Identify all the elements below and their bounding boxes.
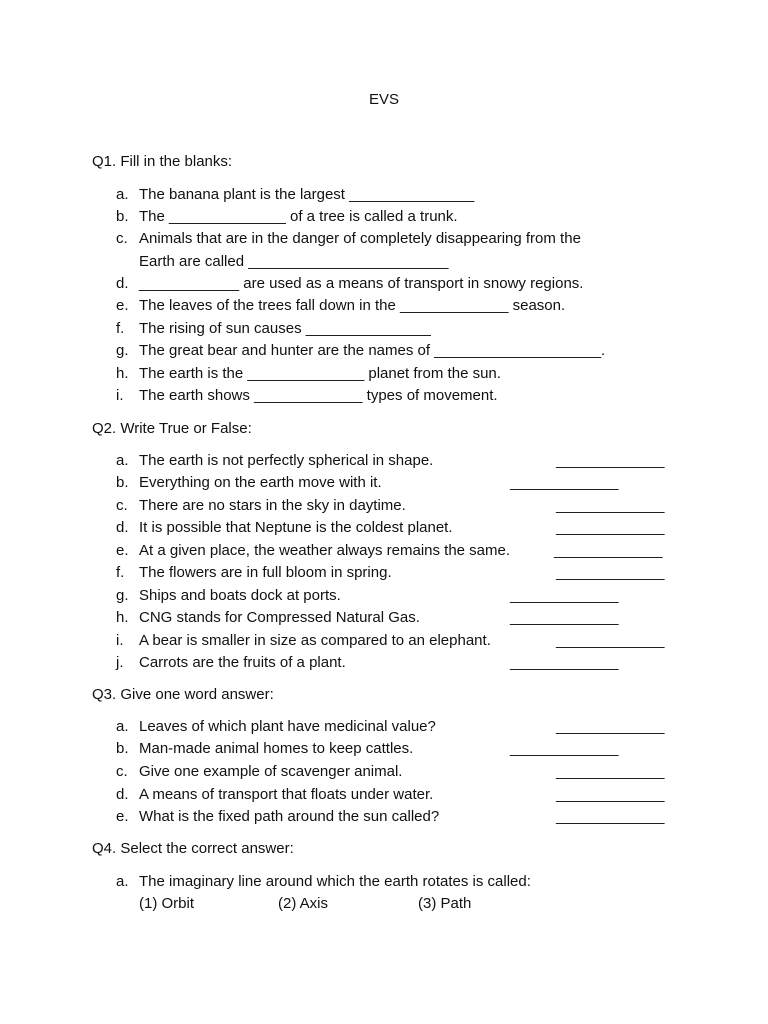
q3-item-b-letter: b. [116, 740, 129, 757]
q2-item-f-letter: f. [116, 564, 125, 581]
q4-item-a-letter: a. [116, 873, 129, 890]
q1-item-e-text: The leaves of the trees fall down in the _____________ season. [139, 297, 566, 314]
q1-item-h-text: The earth is the ______________ planet from the sun. [139, 365, 501, 382]
q1-item-g-letter: g. [116, 342, 129, 359]
q3-item-b-text: Man-made animal homes to keep cattles. [139, 740, 414, 757]
q2-item-h-letter: h. [116, 609, 129, 626]
q1-heading: Q1. Fill in the blanks: [92, 153, 233, 170]
q2-heading: Q2. Write True or False: [92, 420, 252, 437]
q2-item-h-answer-blank[interactable]: _____________ [510, 609, 619, 626]
q2-item-d-answer-blank[interactable]: _____________ [556, 519, 665, 536]
q1-item-f-text: The rising of sun causes _______________ [139, 320, 431, 337]
q2-item-a-answer-blank[interactable]: _____________ [556, 452, 665, 469]
q1-item-i-letter: i. [116, 387, 124, 404]
q2-item-b-answer-blank[interactable]: _____________ [510, 474, 619, 491]
q4-item-a-option-3[interactable]: (3) Path [418, 895, 472, 912]
q2-item-d-text: It is possible that Neptune is the coldest planet. [139, 519, 453, 536]
q2-item-c-letter: c. [116, 497, 128, 514]
q2-item-j-answer-blank[interactable]: _____________ [510, 654, 619, 671]
q3-item-c-text: Give one example of scavenger animal. [139, 763, 403, 780]
q2-item-f-answer-blank[interactable]: _____________ [556, 564, 665, 581]
page-title: EVS [368, 91, 399, 108]
q4-item-a-option-1[interactable]: (1) Orbit [139, 895, 195, 912]
q1-item-h-letter: h. [116, 365, 129, 382]
q1-item-a-text: The banana plant is the largest _______________ [139, 186, 475, 203]
q2-item-i-text: A bear is smaller in size as compared to an elephant. [139, 632, 491, 649]
q2-item-i-letter: i. [116, 632, 124, 649]
q2-item-a-text: The earth is not perfectly spherical in shape. [139, 452, 434, 469]
q1-item-d-letter: d. [116, 275, 129, 292]
q1-item-a-letter: a. [116, 186, 129, 203]
q2-item-i-answer-blank[interactable]: _____________ [556, 632, 665, 649]
q3-item-d-letter: d. [116, 786, 129, 803]
q3-item-e-text: What is the fixed path around the sun called? [139, 808, 440, 825]
q3-item-a-answer-blank[interactable]: _____________ [556, 718, 665, 735]
q1-item-f-letter: f. [116, 320, 125, 337]
q3-item-d-answer-blank[interactable]: _____________ [556, 786, 665, 803]
q2-item-e-answer-blank[interactable]: _____________ [554, 542, 663, 559]
q1-item-c-letter: c. [116, 230, 128, 247]
q3-item-d-text: A means of transport that floats under water. [139, 786, 434, 803]
q2-item-e-text: At a given place, the weather always remains the same. [139, 542, 511, 559]
q4-heading: Q4. Select the correct answer: [92, 840, 294, 857]
q1-item-g-text: The great bear and hunter are the names of ____________________. [139, 342, 606, 359]
q2-item-j-letter: j. [116, 654, 124, 671]
q2-item-c-answer-blank[interactable]: _____________ [556, 497, 665, 514]
q3-item-b-answer-blank[interactable]: _____________ [510, 740, 619, 757]
q2-item-a-letter: a. [116, 452, 129, 469]
q3-item-a-text: Leaves of which plant have medicinal value? [139, 718, 436, 735]
q1-item-d-text: ____________ are used as a means of transport in snowy regions. [139, 275, 584, 292]
q2-item-g-letter: g. [116, 587, 129, 604]
q2-item-b-letter: b. [116, 474, 129, 491]
q4-item-a-text: The imaginary line around which the earth rotates is called: [139, 873, 531, 890]
q1-item-c-text-line2: Earth are called ________________________ [139, 253, 449, 270]
q3-item-c-answer-blank[interactable]: _____________ [556, 763, 665, 780]
q1-item-b-letter: b. [116, 208, 129, 225]
q1-item-e-letter: e. [116, 297, 129, 314]
q1-item-i-text: The earth shows _____________ types of movement. [139, 387, 498, 404]
q3-item-c-letter: c. [116, 763, 128, 780]
q4-item-a-option-2[interactable]: (2) Axis [278, 895, 329, 912]
q2-item-g-text: Ships and boats dock at ports. [139, 587, 341, 604]
q2-item-j-text: Carrots are the fruits of a plant. [139, 654, 346, 671]
q2-item-b-text: Everything on the earth move with it. [139, 474, 382, 491]
q2-item-d-letter: d. [116, 519, 129, 536]
q2-item-g-answer-blank[interactable]: _____________ [510, 587, 619, 604]
q3-item-e-letter: e. [116, 808, 129, 825]
q3-item-e-answer-blank[interactable]: _____________ [556, 808, 665, 825]
q2-item-f-text: The flowers are in full bloom in spring. [139, 564, 392, 581]
q2-item-e-letter: e. [116, 542, 129, 559]
q3-item-a-letter: a. [116, 718, 129, 735]
q3-heading: Q3. Give one word answer: [92, 686, 274, 703]
q2-item-h-text: CNG stands for Compressed Natural Gas. [139, 609, 420, 626]
q1-item-c-text: Animals that are in the danger of completely disappearing from the [139, 230, 581, 247]
q2-item-c-text: There are no stars in the sky in daytime. [139, 497, 406, 514]
q1-item-b-text: The ______________ of a tree is called a trunk. [139, 208, 458, 225]
